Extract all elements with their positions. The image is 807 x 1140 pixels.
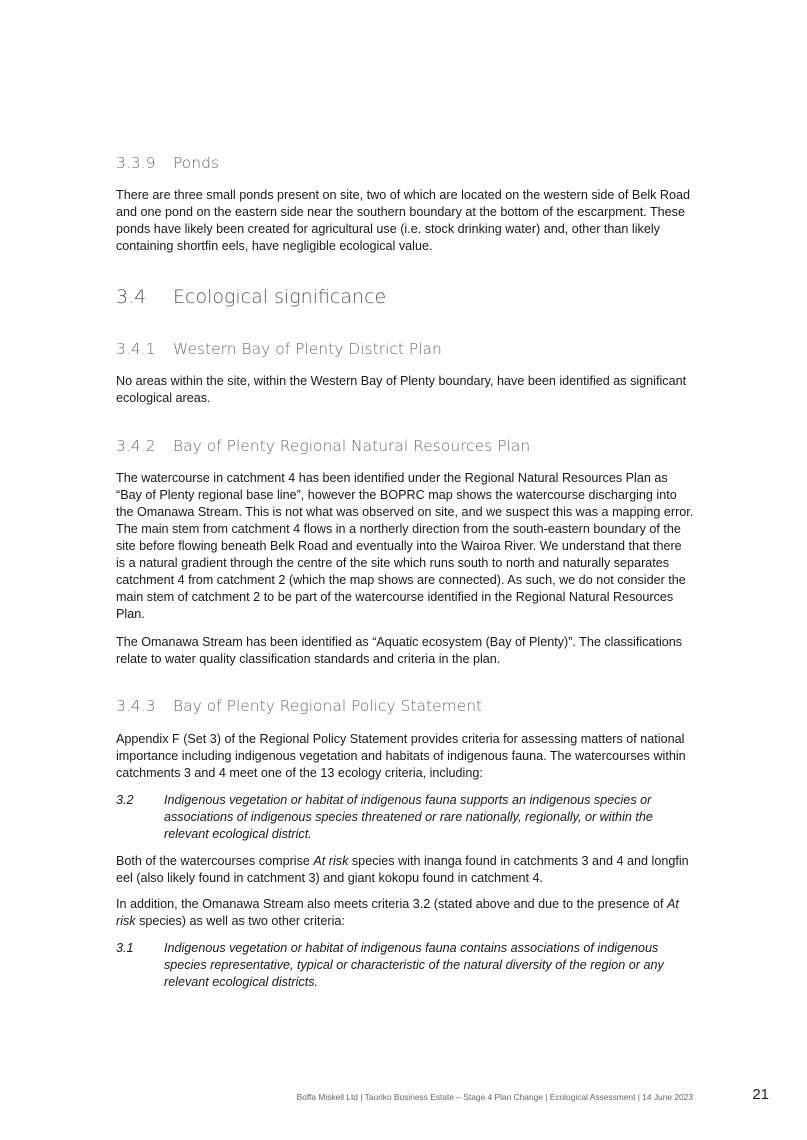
heading-3-4-2: 3.4.2 Bay of Plenty Regional Natural Resources Plan bbox=[116, 437, 531, 455]
paragraph-district-plan: No areas within the site, within the Western Bay of Plenty boundary, have been identified as significant ecological areas. bbox=[116, 374, 687, 405]
paragraph-omanawa-stream: The Omanawa Stream has been identified as “Aquatic ecosystem (Bay of Plenty)”. The classifications relate to water quality classification standards and criteria in the plan. bbox=[116, 635, 683, 666]
paragraph-policy-statement: Appendix F (Set 3) of the Regional Policy Statement provides criteria for assessing matters of national importance including indigenous vegetation and habitats of indigenous fauna. The watercourses within catchments 3 and 4 meet one of the 13 ecology criteria, including: bbox=[116, 732, 686, 780]
paragraph-natural-resources-plan: The watercourse in catchment 4 has been identified under the Regional Natural Resources Plan as “Bay of Plenty regional base line”, however the BOPRC map shows the watercourse discharging into the Omanawa Stream. This is not what was observed on site, and we suspect this was a mapping error. The main stem from catchment 4 flows in a northerly direction from the south-eastern boundary of the site before flowing beneath Belk Road and eventually into the Wairoa River. We understand that there is a natural gradient through the centre of the site which runs south to north and naturally separates catchment 4 from catchment 2 (which the map shows are connected). As such, we do not consider the main stem of catchment 2 to be part of the watercourse identified in the Regional Natural Resources Plan. bbox=[116, 471, 694, 621]
criterion-3-1: 3.1 Indigenous vegetation or habitat of indigenous fauna contains associations of indigenous species representative, typical or characteristic of the natural diversity of the region or any relevant ecological districts. bbox=[116, 941, 664, 989]
paragraph-additional-criteria: In addition, the Omanawa Stream also meets criteria 3.2 (stated above and due to the presence of At risk species) as well as two other criteria: bbox=[116, 897, 679, 928]
heading-3-3-9: 3.3.9 Ponds bbox=[116, 154, 220, 172]
page-number: 21 bbox=[752, 1086, 769, 1103]
criterion-3-2: 3.2 Indigenous vegetation or habitat of indigenous fauna supports an indigenous species or associations of indigenous species threatened or rare nationally, regionally, or within the relevant ecological district. bbox=[116, 793, 653, 841]
heading-3-4-1: 3.4.1 Western Bay of Plenty District Plan bbox=[116, 340, 442, 358]
paragraph-ponds: There are three small ponds present on site, two of which are located on the western side of Belk Road and one pond on the eastern side near the southern boundary at the bottom of the escarpment. These ponds have likely been created for agricultural use (i.e. stock drinking water) and, other than likely containing shortfin eels, have negligible ecological value. bbox=[116, 188, 691, 253]
heading-3-4-3: 3.4.3 Bay of Plenty Regional Policy Statement bbox=[116, 697, 483, 715]
footer-text: Boffa Miskell Ltd | Tauriko Business Estate – Stage 4 Plan Change | Ecological Assessment | 14 June 2023 bbox=[296, 1092, 693, 1102]
paragraph-at-risk-species: Both of the watercourses comprise At risk species with inanga found in catchments 3 and 4 and longfin eel (also likely found in catchment 3) and giant kokopu found in catchment 4. bbox=[116, 854, 689, 885]
heading-3-4: 3.4 Ecological significance bbox=[116, 286, 387, 308]
